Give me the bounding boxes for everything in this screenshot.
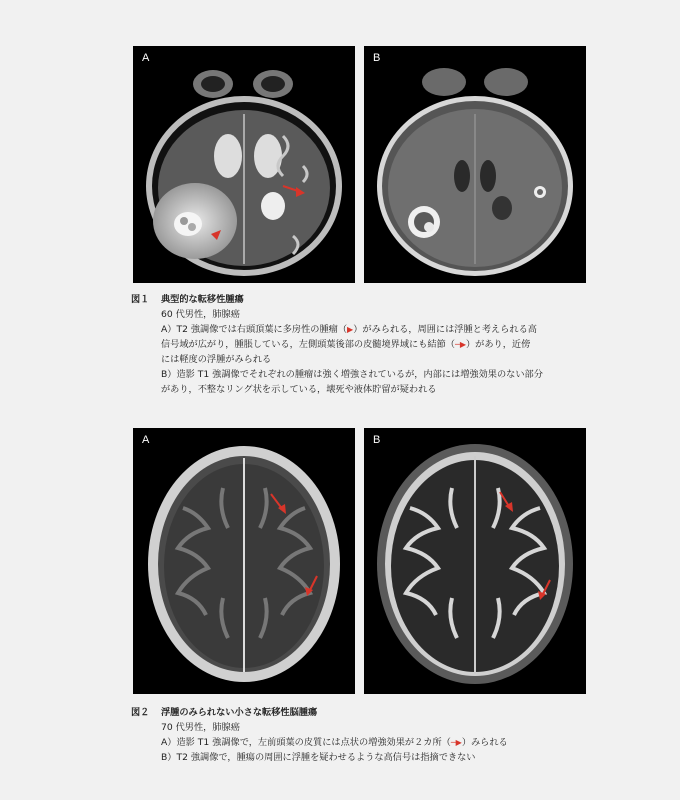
arrow-marker-icon: ─▶: [455, 340, 466, 349]
figure-2-line-a: A）造影 T1 強調像で，左前頭葉の皮質には点状の増強効果が２カ所（─▶）みられる: [161, 737, 508, 748]
figure-1-patient: 60 代男性，肺腺癌: [161, 309, 240, 320]
figure-2-title: 浮腫のみられない小さな転移性脳腫瘍: [161, 707, 318, 718]
figure-1-number: 図１: [131, 294, 150, 305]
figure-1-caption: [131, 292, 543, 397]
figure-2-panel-b-image: [364, 428, 586, 694]
figure-2-panel-a-image: [133, 428, 355, 694]
figure-2-number: 図２: [131, 707, 150, 718]
figure-2-panel-a-label: A: [142, 434, 150, 446]
arrowhead-marker-icon: ▶: [347, 325, 354, 334]
figure-1-line-a1: A）T2 強調像では右頭頂葉に多房性の腫瘤（▶）がみられる，周囲には浮腫と考えられる高: [161, 324, 537, 335]
figure-1-panel-a-label: A: [142, 52, 150, 64]
figure-1-panel-a-image: [133, 46, 355, 283]
figure-1-panel-b-label: B: [373, 52, 381, 64]
figure-1-panel-b-image: [364, 46, 586, 283]
figure-2-caption: [131, 705, 508, 765]
figure-1-line-a3: には軽度の浮腫がみられる: [161, 354, 272, 365]
figure-1-line-a2: 信号域が広がり，腫脹している，左側頭葉後部の皮髄境界域にも結節（─▶）があり，近傍: [161, 339, 531, 350]
figure-1-line-b1: B）造影 T1 強調像でそれぞれの腫瘤は強く増強されているが，内部には増強効果のない部分: [161, 369, 543, 380]
figure-2-panel-b-label: B: [373, 434, 381, 446]
figure-2-patient: 70 代男性，肺腺癌: [161, 722, 240, 733]
figure-1-title: 典型的な転移性腫瘍: [161, 294, 244, 305]
figure-2-line-b: B）T2 強調像で，腫瘍の周囲に浮腫を疑わせるような高信号は指摘できない: [161, 752, 476, 763]
arrow-marker-icon: ─▶: [450, 738, 462, 747]
figure-1-line-b2: があり，不整なリング状を示している，壊死や液体貯留が疑われる: [161, 384, 437, 395]
